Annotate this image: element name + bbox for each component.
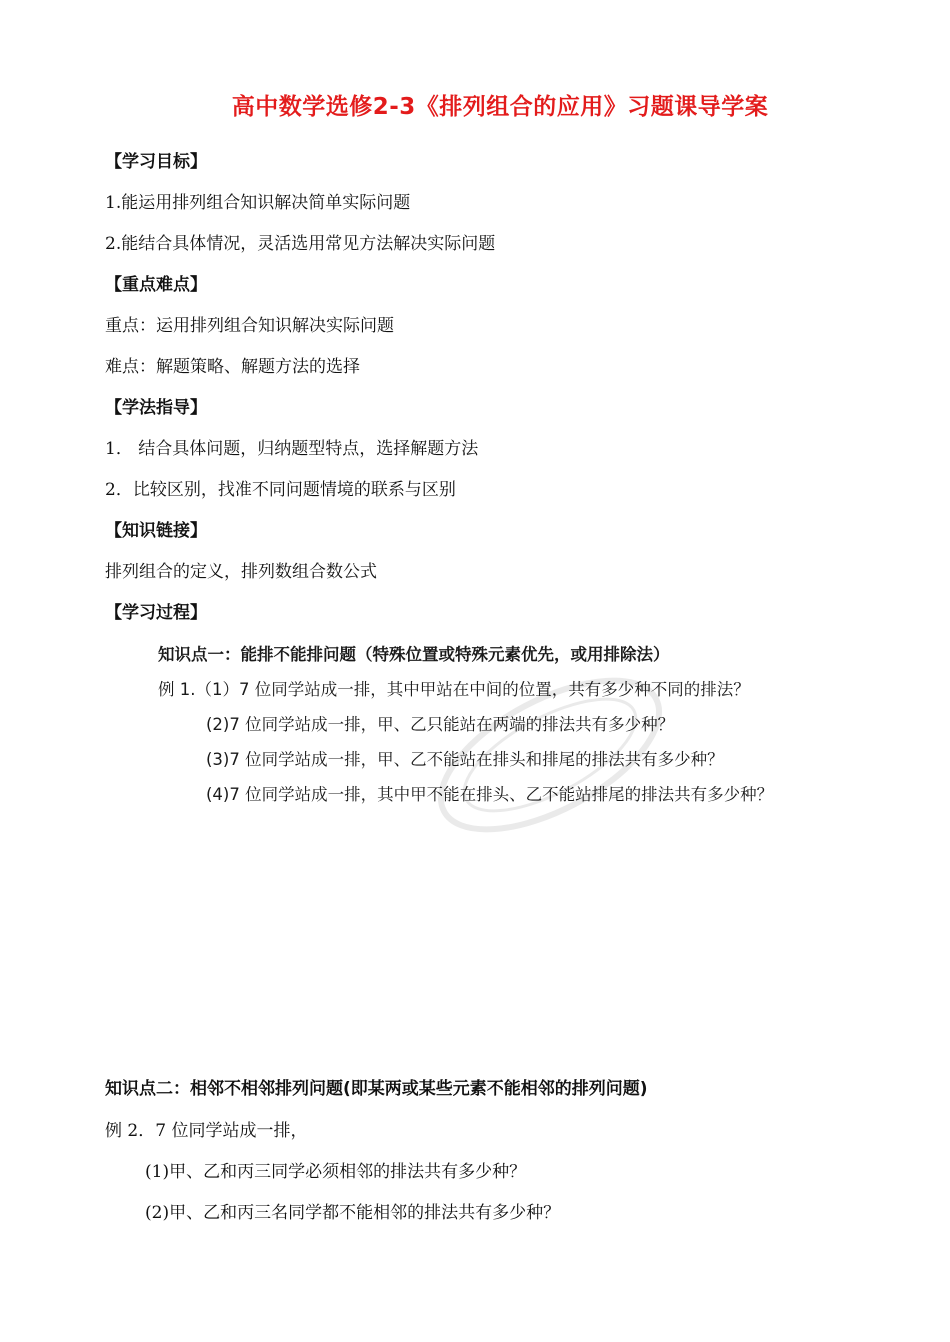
- heading-key-points: 【重点难点】: [105, 275, 207, 295]
- method-1: 1． 结合具体问题，归纳题型特点，选择解题方法: [105, 439, 479, 459]
- objective-2: 2.能结合具体情况，灵活选用常见方法解决实际问题: [105, 234, 496, 254]
- point2-heading: 知识点二：相邻不相邻排列问题(即某两或某些元素不能相邻的排列问题): [105, 1079, 648, 1099]
- heading-process: 【学习过程】: [105, 603, 207, 623]
- heading-method: 【学法指导】: [105, 398, 207, 418]
- watermark-seal-icon: [405, 637, 696, 874]
- example-2-part-1: (1)甲、乙和丙三同学必须相邻的排法共有多少种？: [145, 1162, 527, 1182]
- point1-heading: 知识点一：能排不能排问题（特殊位置或特殊元素优先，或用排除法）: [158, 645, 670, 664]
- example-2-part-2: (2)甲、乙和丙三名同学都不能相邻的排法共有多少种？: [145, 1203, 561, 1223]
- objective-1: 1.能运用排列组合知识解决简单实际问题: [105, 193, 411, 213]
- links-text: 排列组合的定义，排列数组合数公式: [105, 562, 377, 582]
- key-point: 重点：运用排列组合知识解决实际问题: [105, 316, 394, 336]
- example-1-part-4: (4)7 位同学站成一排，其中甲不能在排头、乙不能站排尾的排法共有多少种？: [206, 785, 774, 804]
- example-1: 例 1.（1）7 位同学站成一排，其中甲站在中间的位置，共有多少种不同的排法？: [158, 680, 750, 699]
- document-title: 高中数学选修2-3《排列组合的应用》习题课导学案: [231, 94, 769, 120]
- method-2: 2．比较区别，找准不同问题情境的联系与区别: [105, 480, 456, 500]
- difficult-point: 难点：解题策略、解题方法的选择: [105, 357, 360, 377]
- heading-objectives: 【学习目标】: [105, 152, 207, 172]
- example-2: 例 2．7 位同学站成一排，: [105, 1121, 308, 1141]
- example-1-part-2: (2)7 位同学站成一排，甲、乙只能站在两端的排法共有多少种？: [206, 715, 675, 734]
- example-1-part-3: (3)7 位同学站成一排，甲、乙不能站在排头和排尾的排法共有多少种？: [206, 750, 724, 769]
- heading-links: 【知识链接】: [105, 521, 207, 541]
